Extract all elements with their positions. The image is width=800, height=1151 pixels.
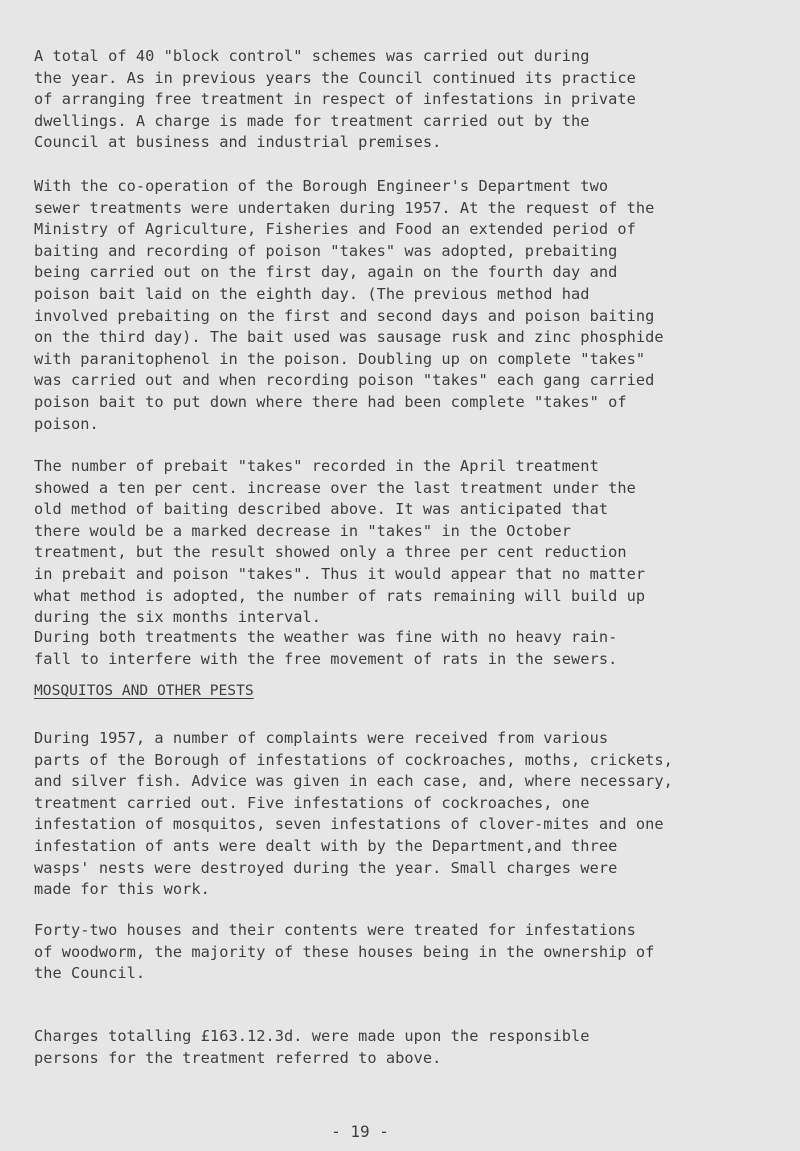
paragraph-block-control: A total of 40 "block control" schemes was carried out during the year. As in previous years the Council continued its practice of arranging free treatment in respect of infestations in private dwellings. A charge is made for treatment carried out by the Council at business and industrial premises. <box>34 47 636 152</box>
paragraph-woodworm: Forty-two houses and their contents were treated for infestations of woodworm, the majority of these houses being in the ownership of the Council. <box>34 921 655 983</box>
paragraph-charges: Charges totalling £163.12.3d. were made upon the responsible persons for the treatment referred to above. <box>34 1027 590 1067</box>
section-heading-mosquitos: MOSQUITOS AND OTHER PESTS <box>34 682 254 699</box>
paragraph-sewer-treatments: With the co-operation of the Borough Engineer's Department two sewer treatments were undertaken during 1957. At the request of the Ministry of Agriculture, Fisheries and Food an extended period of baiting and recording of poison "takes" was adopted, prebaiting being carried out on the first day, again on the fourth day and poison bait laid on the eighth day. (The previous method had involved prebaiting on the first and second days and poison baiting on the third day). The bait used was sausage rusk and zinc phosphide with paranitophenol in the poison. Doubling up on complete "takes" was carried out and when recording poison "takes" each gang carried poison bait to put down where there had been complete "takes" of poison. <box>34 177 664 433</box>
page-number: - 19 - <box>331 1122 389 1141</box>
paragraph-complaints: During 1957, a number of complaints were received from various parts of the Borough of infestations of cockroaches, moths, crickets, and silver fish. Advice was given in each case, and, where necessary, treatment carried out. Five infestations of cockroaches, one infestation of mosquitos, seven infestations of clover-mites and one infestation of ants were dealt with by the Department,and three wasps' nests were destroyed during the year. Small charges were made for this work. <box>34 729 673 899</box>
paragraph-prebait-takes: The number of prebait "takes" recorded in the April treatment showed a ten per cent. increase over the last treatment under the old method of baiting described above. It was anticipated that there would be a marked decrease in "takes" in the October treatment, but the result showed only a three per cent reduction in prebait and poison "takes". Thus it would appear that no matter what method is adopted, the number of rats remaining will build up during the six months interval. <box>34 457 646 627</box>
paragraph-weather: During both treatments the weather was fine with no heavy rain- fall to interfere with the free movement of rats in the sewers. <box>34 628 618 668</box>
